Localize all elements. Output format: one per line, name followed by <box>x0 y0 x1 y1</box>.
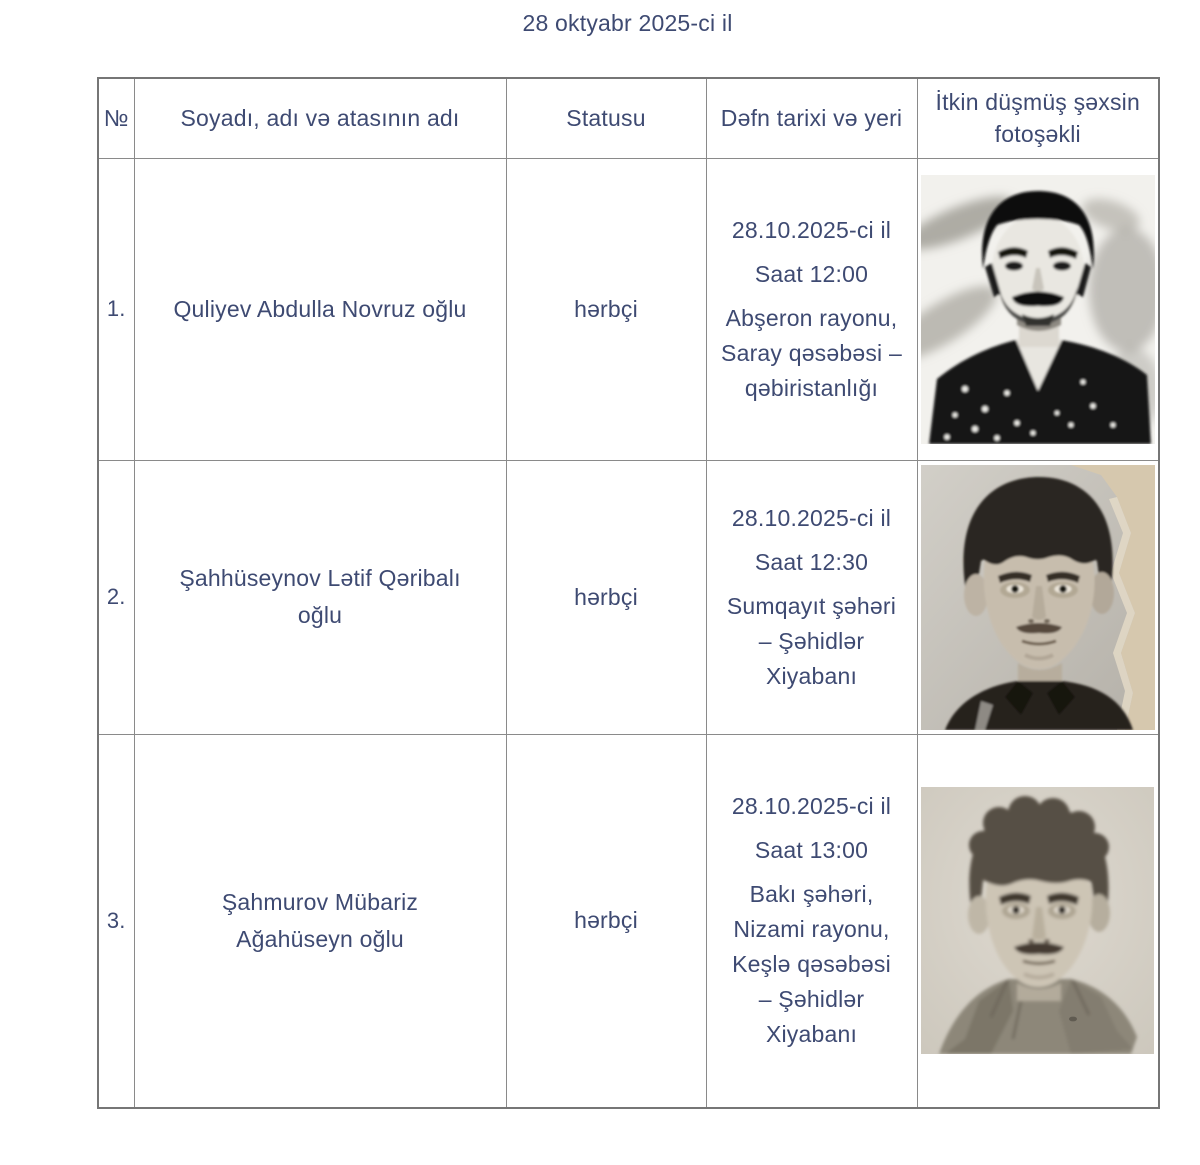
burial-place-line: Bakı şəhəri, <box>749 881 874 907</box>
burial-place-line: Saray qəsəbəsi – <box>721 339 902 366</box>
cell-num: 1. <box>98 158 134 460</box>
table-row <box>98 460 1159 734</box>
burial-place <box>707 301 917 406</box>
burials-table <box>97 77 1160 1109</box>
burial-place-line: Sumqayıt şəhəri <box>726 592 897 619</box>
header-photo-label: İtkin düşmüş şəxsin fotoşəkli <box>935 89 1140 148</box>
cell-photo <box>917 460 1159 734</box>
burial-date: 28.10.2025-ci il <box>731 504 892 531</box>
burial-place-line: Xiyabanı <box>765 1021 858 1047</box>
burial-place <box>707 589 917 694</box>
portrait-photo-2 <box>918 465 1159 730</box>
burial-place-line: Nizami rayonu, <box>733 916 890 942</box>
burial-place-line: – Şəhidlər <box>758 627 865 654</box>
cell-name <box>134 734 506 1108</box>
burial-date: 28.10.2025-ci il <box>731 793 892 819</box>
page-title: 28 oktyabr 2025-ci il <box>522 10 733 36</box>
table-row <box>98 158 1159 460</box>
burial-time: Saat 12:30 <box>754 548 869 575</box>
burial-place <box>707 877 917 1052</box>
burial-place-line: Abşeron rayonu, <box>725 304 898 331</box>
header-cell-burial <box>706 78 917 158</box>
cell-photo <box>917 158 1159 460</box>
burial-time: Saat 13:00 <box>754 837 869 863</box>
cell-burial <box>706 734 917 1108</box>
burial-time: Saat 12:00 <box>754 260 869 287</box>
name-line: Şahmurov Mübariz <box>221 888 419 915</box>
burial-place-line: qəbiristanlığı <box>744 374 879 401</box>
cell-photo <box>917 734 1159 1108</box>
burial-place-line: Keşlə qəsəbəsi <box>732 951 891 977</box>
cell-status: hərbçi <box>506 158 706 460</box>
cell-num: 3. <box>98 734 134 1108</box>
portrait-photo-1 <box>918 175 1159 444</box>
burial-date: 28.10.2025-ci il <box>731 216 892 243</box>
cell-name <box>134 158 506 460</box>
header-cell-name: Soyadı, adı və atasının adı <box>134 78 506 158</box>
cell-status: hərbçi <box>506 460 706 734</box>
header-burial-label: Dəfn tarixi və yeri <box>720 105 903 132</box>
cell-burial <box>706 158 917 460</box>
header-cell-num: № <box>98 78 134 158</box>
name-line: Quliyev Abdulla Novruz oğlu <box>173 295 467 322</box>
name-line: Şahhüseynov Lətif Qəribalı <box>179 565 461 591</box>
header-cell-photo <box>917 78 1159 158</box>
header-row <box>98 78 1159 158</box>
cell-num: 2. <box>98 460 134 734</box>
document-page <box>97 8 1158 1109</box>
name-line: oğlu <box>297 602 343 628</box>
portrait-photo-3-image <box>921 787 1154 1054</box>
portrait-photo-1-image <box>921 175 1155 444</box>
portrait-photo-2-image <box>921 465 1155 730</box>
name-line: Ağahüseyn oğlu <box>236 925 404 952</box>
portrait-photo-3 <box>918 787 1159 1054</box>
cell-status: hərbçi <box>506 734 706 1108</box>
burial-place-line: – Şəhidlər <box>758 986 865 1012</box>
table-row <box>98 734 1159 1108</box>
header-cell-status: Statusu <box>506 78 706 158</box>
cell-name <box>134 460 506 734</box>
cell-burial <box>706 460 917 734</box>
burial-place-line: Xiyabanı <box>765 662 858 689</box>
